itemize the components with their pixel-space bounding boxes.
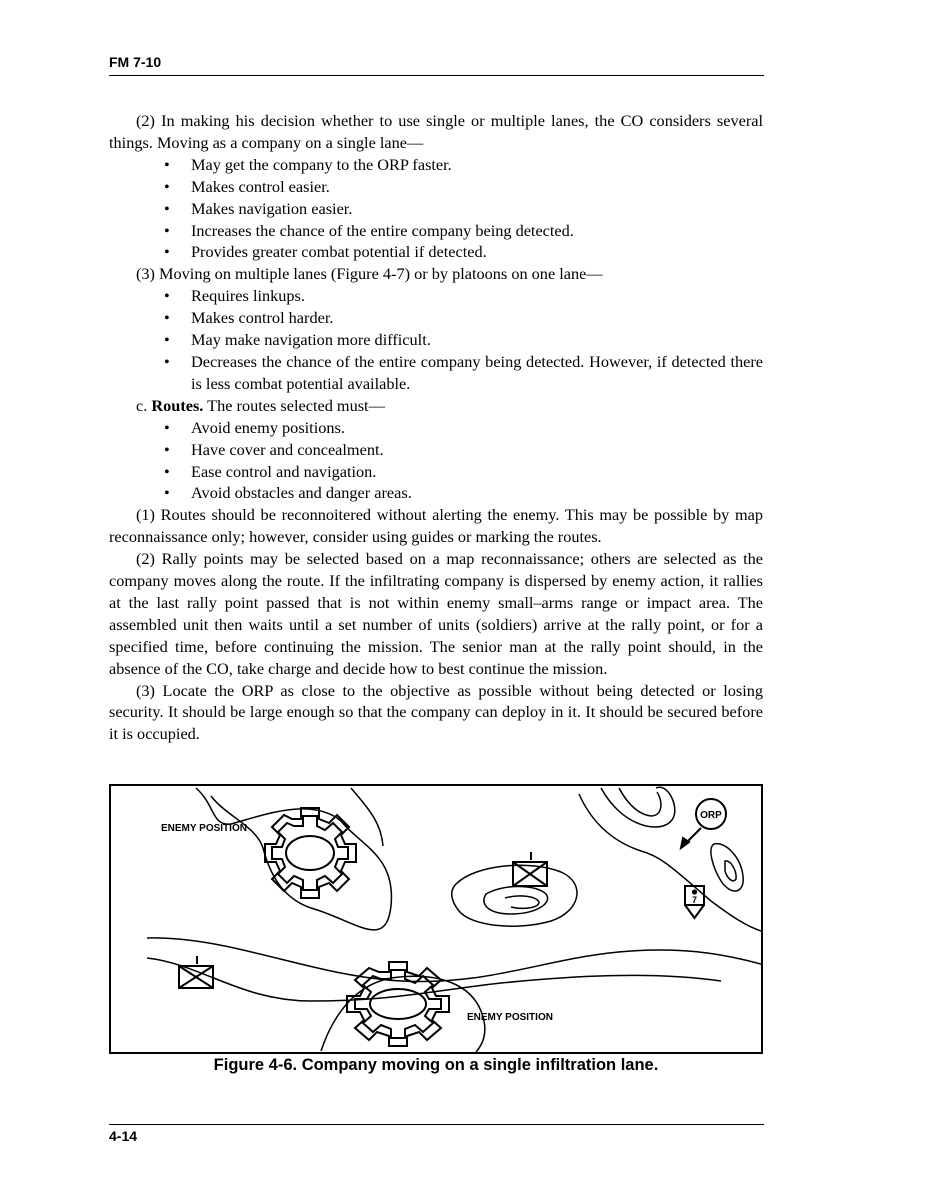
company-unit-symbol-center [513, 852, 547, 886]
list-item: • Increases the chance of the entire company being detected. [191, 220, 763, 242]
contour-line [579, 794, 761, 931]
routes-label: Routes. [151, 395, 204, 415]
routes-rest: The routes selected must— [203, 395, 385, 415]
enemy-position-top-icon [265, 808, 356, 898]
enemy-position-top-label: ENEMY POSITION [161, 823, 247, 834]
contour-line [505, 896, 539, 908]
list-item: • Makes control harder. [191, 307, 763, 329]
contour-line [351, 788, 383, 846]
road-line [147, 938, 761, 982]
list-item: • Provides greater combat potential if detected. [191, 241, 763, 263]
orp-label: ORP [700, 810, 722, 821]
infiltration-map [111, 786, 761, 1052]
list-item: • May make navigation more difficult. [191, 329, 763, 351]
figure-caption: Figure 4-6. Company moving on a single infiltration lane. [213, 1056, 659, 1074]
list-item: • Requires linkups. [191, 285, 763, 307]
paragraph-reconnoiter: (1) Routes should be reconnoitered without alerting the enemy. This may be possible by map reconnaissance only; however, consider using guides or marking the routes. [109, 505, 763, 547]
routes-prefix: c. [136, 395, 152, 415]
contour-line [601, 787, 675, 827]
multiple-lanes-list [109, 285, 763, 395]
contour-line [196, 788, 391, 930]
running-header: FM 7-10 [109, 54, 162, 70]
single-lane-list [109, 154, 763, 264]
paragraph-multiple-lanes: (3) Moving on multiple lanes (Figure 4-7) or by platoons on one lane— [136, 264, 603, 284]
list-item: • Avoid obstacles and danger areas. [191, 482, 763, 504]
paragraph-single-lane: (2) In making his decision whether to use single or multiple lanes, the CO considers several things. Moving as a company on a single lane— [109, 111, 763, 152]
list-item: • Have cover and concealment. [191, 439, 763, 461]
list-item: • Ease control and navigation. [191, 461, 763, 483]
contour-line [725, 861, 736, 881]
paragraph-rally-points: (2) Rally points may be selected based on a map reconnaissance; others are selected as the company moves along the route. If the infiltrating company is dispersed by enemy action, it rallies at the last rally point passed that is not within enemy small–arms range or impact area. The assembled unit then waits until a set number of units (soldiers) arrive at the rally point, or for a specified time, before continuing the mission. The senior man at the rally point should, in the absence of the CO, take charge and decide how to best continue the mission. [109, 549, 763, 678]
contour-line [619, 788, 661, 816]
list-item: • Makes navigation easier. [191, 198, 763, 220]
list-item: • Makes control easier. [191, 176, 763, 198]
enemy-position-bottom-label: ENEMY POSITION [467, 1012, 553, 1023]
paragraph-orp: (3) Locate the ORP as close to the objective as possible without being detected or losing security. It should be large enough so that the company can deploy in it. It should be secured before it is occupied. [109, 680, 763, 744]
infiltration-map-figure [109, 784, 763, 1054]
contour-line [711, 844, 743, 891]
footer-rule [109, 1124, 764, 1125]
company-unit-symbol-left [179, 956, 213, 988]
list-item: • Decreases the chance of the entire company being detected. However, if detected there is less combat potential available. [191, 351, 763, 395]
page-number: 4-14 [109, 1128, 138, 1144]
routes-heading [109, 395, 763, 417]
road-line [147, 958, 721, 1001]
list-item: • Avoid enemy positions. [191, 417, 763, 439]
list-item: • May get the company to the ORP faster. [191, 154, 763, 176]
page-body [109, 110, 763, 745]
enemy-position-bottom-icon [347, 962, 449, 1046]
contour-line [321, 976, 485, 1052]
rally-point-number: 7 [691, 895, 698, 905]
routes-list [109, 417, 763, 505]
header-rule [109, 75, 764, 76]
